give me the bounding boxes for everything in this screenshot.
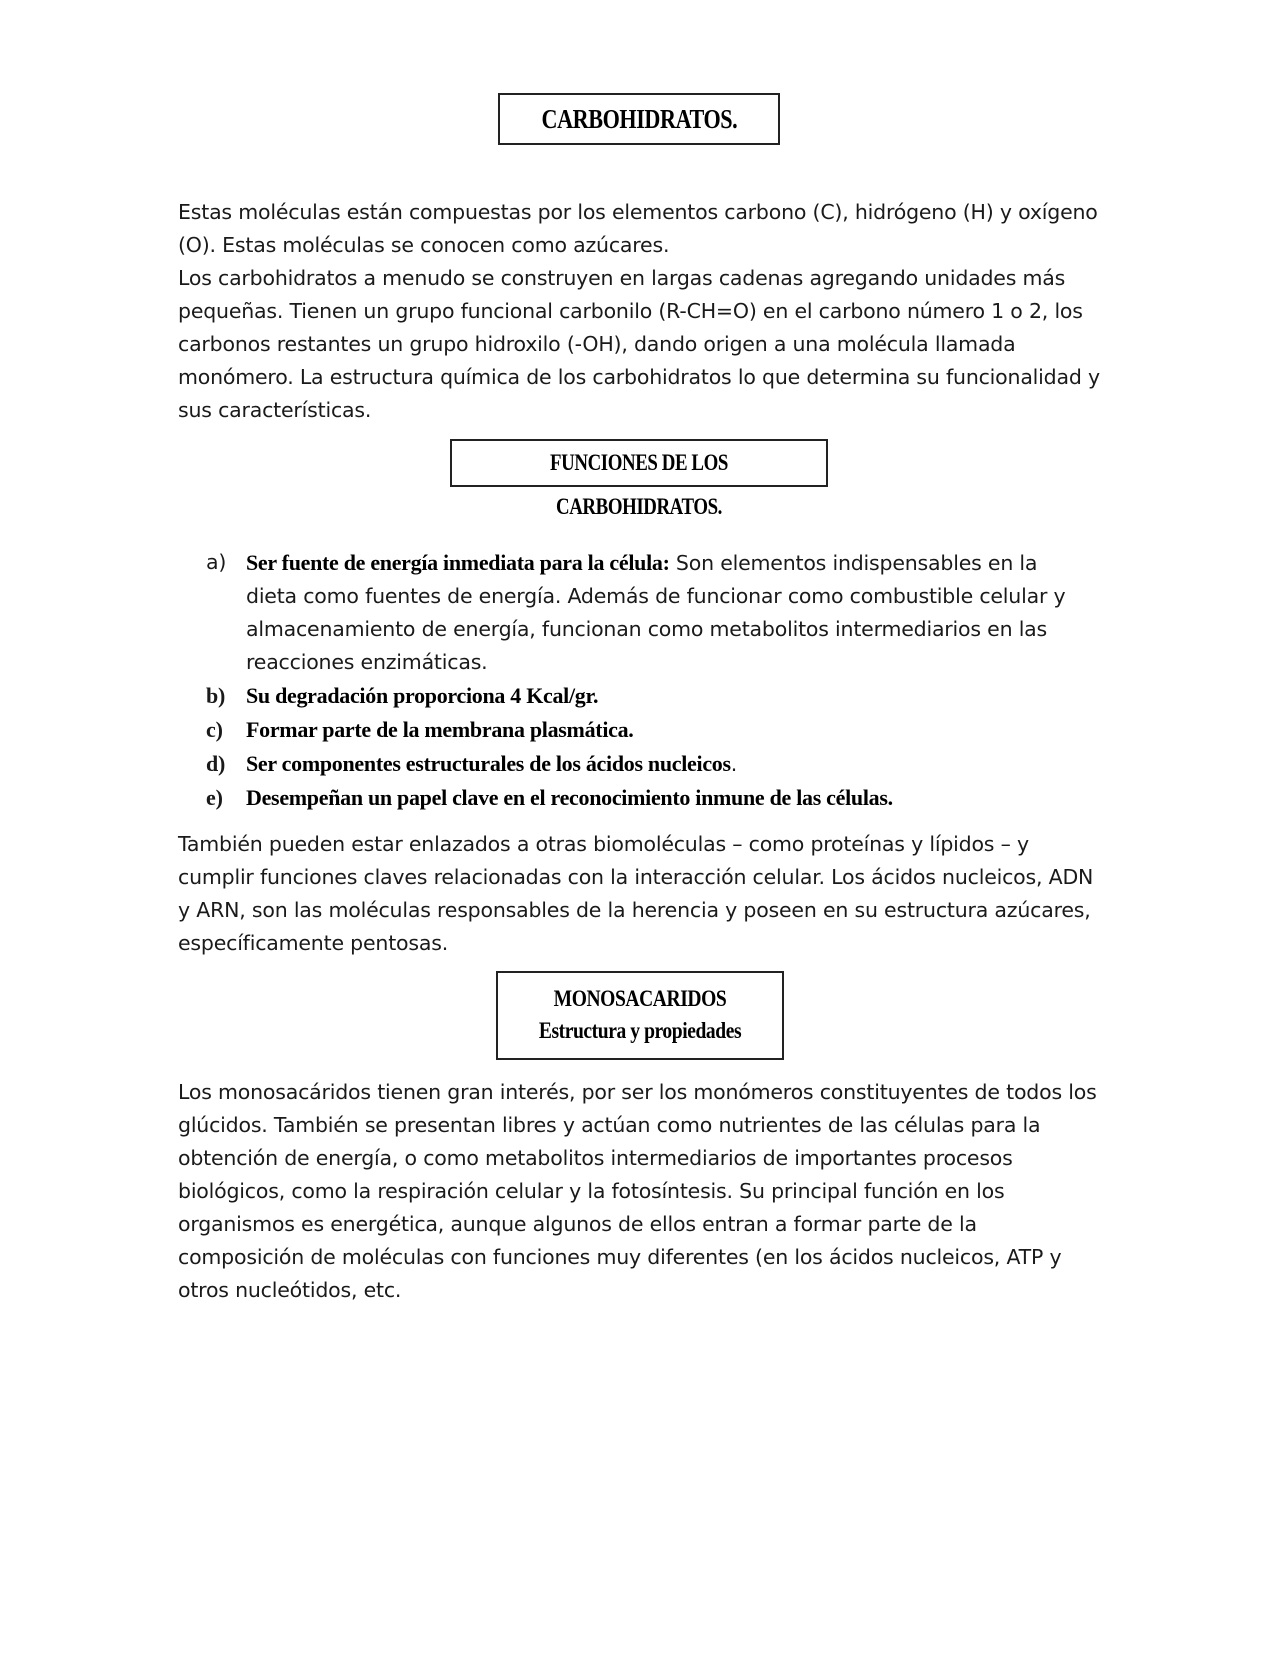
list-item-bold: Ser fuente de energía inmediata para la célula: <box>246 550 670 575</box>
intro-paragraph-1: Estas moléculas están compuestas por los elementos carbono (C), hidrógeno (H) y oxígeno (O). Estas moléculas se conocen como azúcares. <box>178 200 1098 257</box>
monosaccharides-subheading: Estructura y propiedades <box>538 1018 742 1043</box>
document-title: CARBOHIDRATOS. <box>541 104 737 134</box>
intro-paragraph-2: Los carbohidratos a menudo se construyen en largas cadenas agregando unidades más pequeñas. Tienen un grupo funcional carbonilo (R-CH=O) en el carbono número 1 o 2, los carbonos restantes un grupo hidroxilo (-OH), dando origen a una molécula llamada monómero. La estructura química de los carbohidratos lo que determina su funcionalidad y sus características. <box>178 266 1100 422</box>
monosaccharides-heading-box <box>496 971 784 1060</box>
list-item-bold: Desempeñan un papel clave en el reconocimiento inmune de las células. <box>246 785 893 810</box>
list-marker: a) <box>206 550 227 574</box>
list-item-bold: Formar parte de la membrana plasmática. <box>246 717 634 742</box>
list-item <box>206 781 1086 815</box>
list-marker: d) <box>206 751 226 776</box>
functions-heading-box <box>450 439 828 519</box>
list-item-text: . <box>730 752 738 776</box>
list-marker: b) <box>206 683 226 708</box>
list-item-text: Son elementos indispensables en la dieta como fuentes de energía. Además de funcionar como combustible celular y almacenamiento de energía, funcionan como metabolitos intermediarios en las reacciones enzimáticas. <box>246 551 1066 674</box>
monosaccharides-heading: MONOSACARIDOS <box>553 986 727 1011</box>
functions-paragraph: También pueden estar enlazados a otras biomoléculas – como proteínas y lípidos – y cumplir funciones claves relacionadas con la interacción celular. Los ácidos nucleicos, ADN y ARN, son las moléculas responsables de la herencia y poseen en su estructura azúcares, específicamente pentosas. <box>178 832 1094 955</box>
list-marker: e) <box>206 785 223 810</box>
list-item <box>206 679 1086 713</box>
list-item-bold: Ser componentes estructurales de los ácidos nucleicos <box>246 751 731 776</box>
monosaccharides-paragraph: Los monosacáridos tienen gran interés, por ser los monómeros constituyentes de todos los glúcidos. También se presentan libres y actúan como nutrientes de las células para la obtención de energía, o como metabolitos intermediarios de importantes procesos biológicos, como la respiración celular y la fotosíntesis. Su principal función en los organismos es energética, aunque algunos de ellos entran a formar parte de la composición de moléculas con funciones muy diferentes (en los ácidos nucleicos, ATP y otros nucleótidos, etc. <box>178 1080 1097 1302</box>
list-item <box>206 713 1086 747</box>
document-title-box <box>498 93 780 145</box>
list-item <box>206 546 1086 679</box>
list-marker: c) <box>206 717 223 742</box>
functions-heading: FUNCIONES DE LOS CARBOHIDRATOS. <box>550 450 728 519</box>
functions-list <box>206 546 1086 815</box>
list-item <box>206 747 1086 781</box>
list-item-bold: Su degradación proporciona 4 Kcal/gr. <box>246 683 599 708</box>
